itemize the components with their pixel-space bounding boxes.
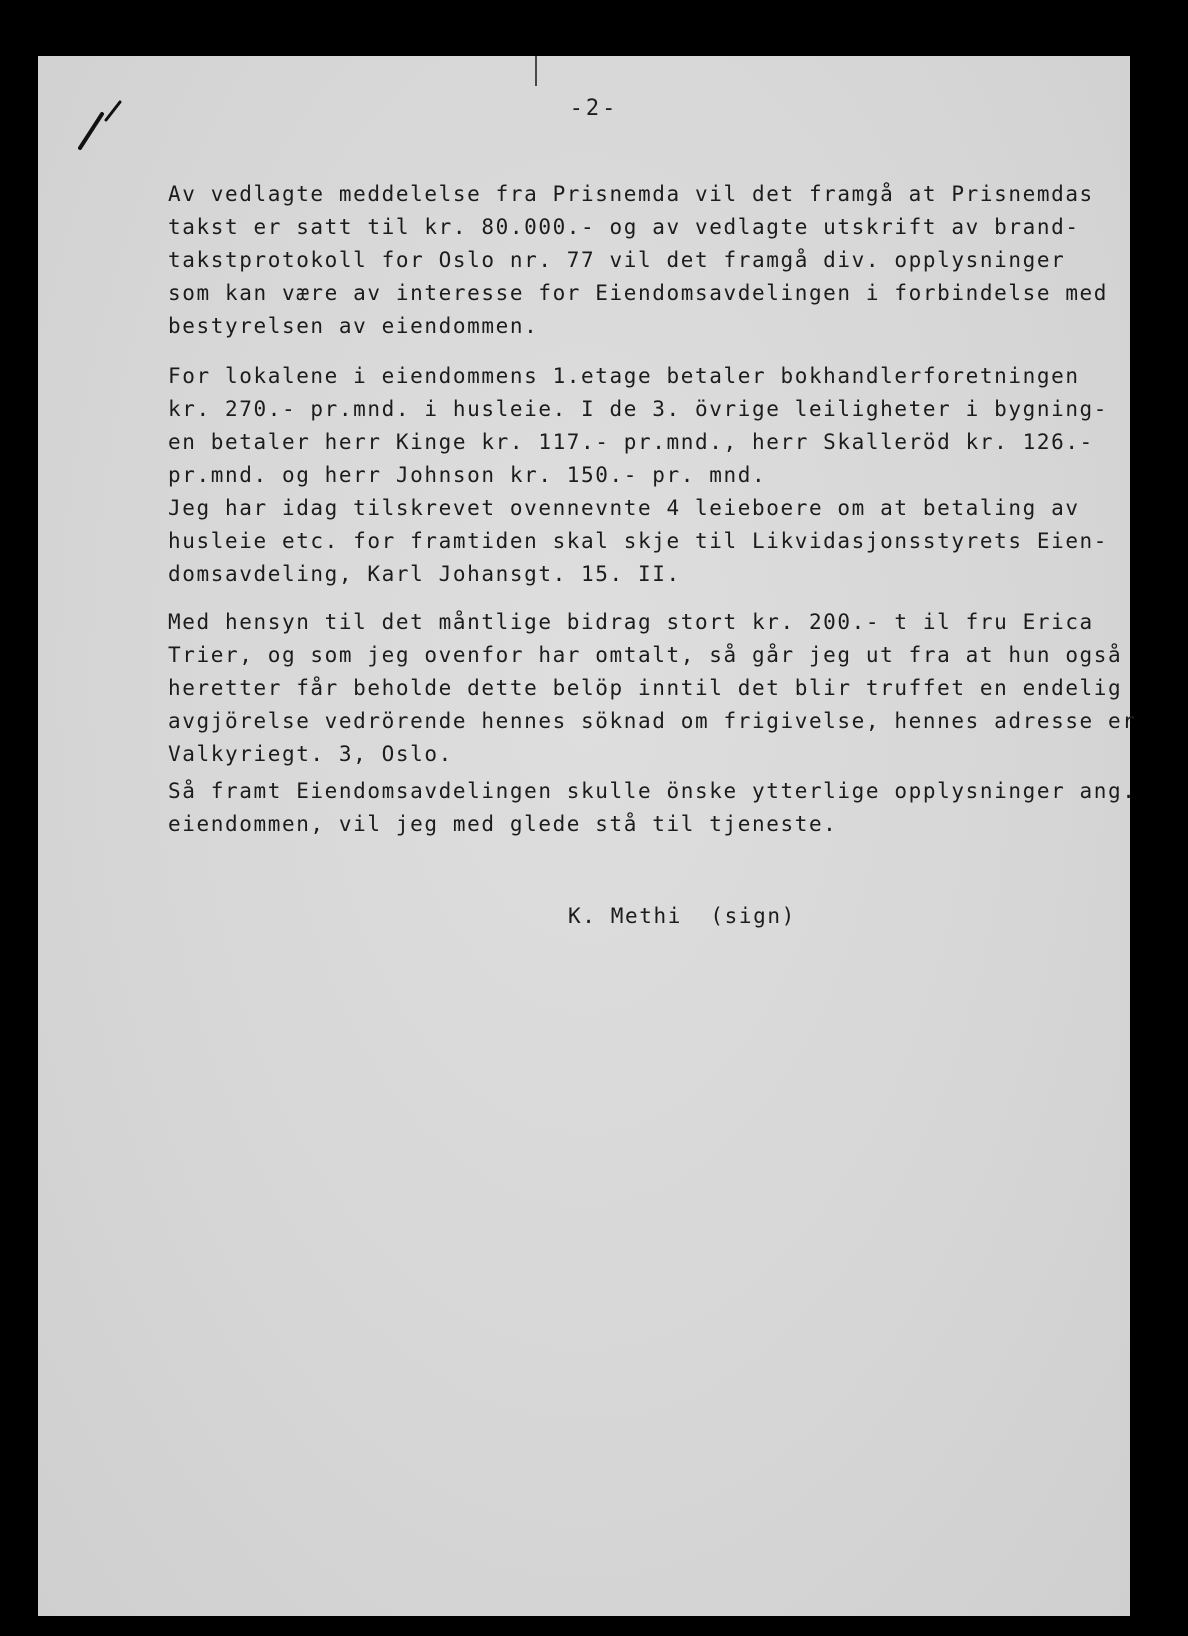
- text-line: takst er satt til kr. 80.000.- og av vedlagte utskrift av brand-: [168, 215, 1080, 239]
- text-line: husleie etc. for framtiden skal skje til Likvidasjonsstyrets Eien-: [168, 529, 1109, 553]
- text-line: eiendommen, vil jeg med glede stå til tjeneste.: [168, 812, 838, 836]
- signature: K. Methi (sign): [568, 904, 796, 928]
- text-line: kr. 270.- pr.mnd. i husleie. I de 3. övrige leiligheter i bygning-: [168, 397, 1109, 421]
- text-line: domsavdeling, Karl Johansgt. 15. II.: [168, 562, 681, 586]
- page-number: -2-: [569, 96, 619, 121]
- text-line: Med hensyn til det måntlige bidrag stort kr. 200.- t il fru Erica: [168, 610, 1094, 634]
- text-line: Valkyriegt. 3, Oslo.: [168, 742, 453, 766]
- text-line: heretter får beholde dette belöp inntil det blir truffet en endelig: [168, 676, 1123, 700]
- text-line: Så framt Eiendomsavdelingen skulle önske ytterlige opplysninger ang.: [168, 779, 1137, 803]
- text-line: bestyrelsen av eiendommen.: [168, 314, 539, 338]
- text-line: For lokalene i eiendommens 1.etage betaler bokhandlerforetningen: [168, 364, 1080, 388]
- text-line: Jeg har idag tilskrevet ovennevnte 4 leieboere om at betaling av: [168, 496, 1080, 520]
- text-line: Trier, og som jeg ovenfor har omtalt, så går jeg ut fra at hun også: [168, 643, 1123, 667]
- punch-mark: [535, 56, 537, 86]
- text-line: en betaler herr Kinge kr. 117.- pr.mnd., herr Skalleröd kr. 126.-: [168, 430, 1094, 454]
- text-line: som kan være av interesse for Eiendomsavdelingen i forbindelse med: [168, 281, 1109, 305]
- text-line: Av vedlagte meddelelse fra Prisnemda vil det framgå at Prisnemdas: [168, 182, 1094, 206]
- text-line: avgjörelse vedrörende hennes söknad om frigivelse, hennes adresse er: [168, 709, 1137, 733]
- text-line: takstprotokoll for Oslo nr. 77 vil det framgå div. opplysninger: [168, 248, 1066, 272]
- text-line: pr.mnd. og herr Johnson kr. 150.- pr. mnd.: [168, 463, 767, 487]
